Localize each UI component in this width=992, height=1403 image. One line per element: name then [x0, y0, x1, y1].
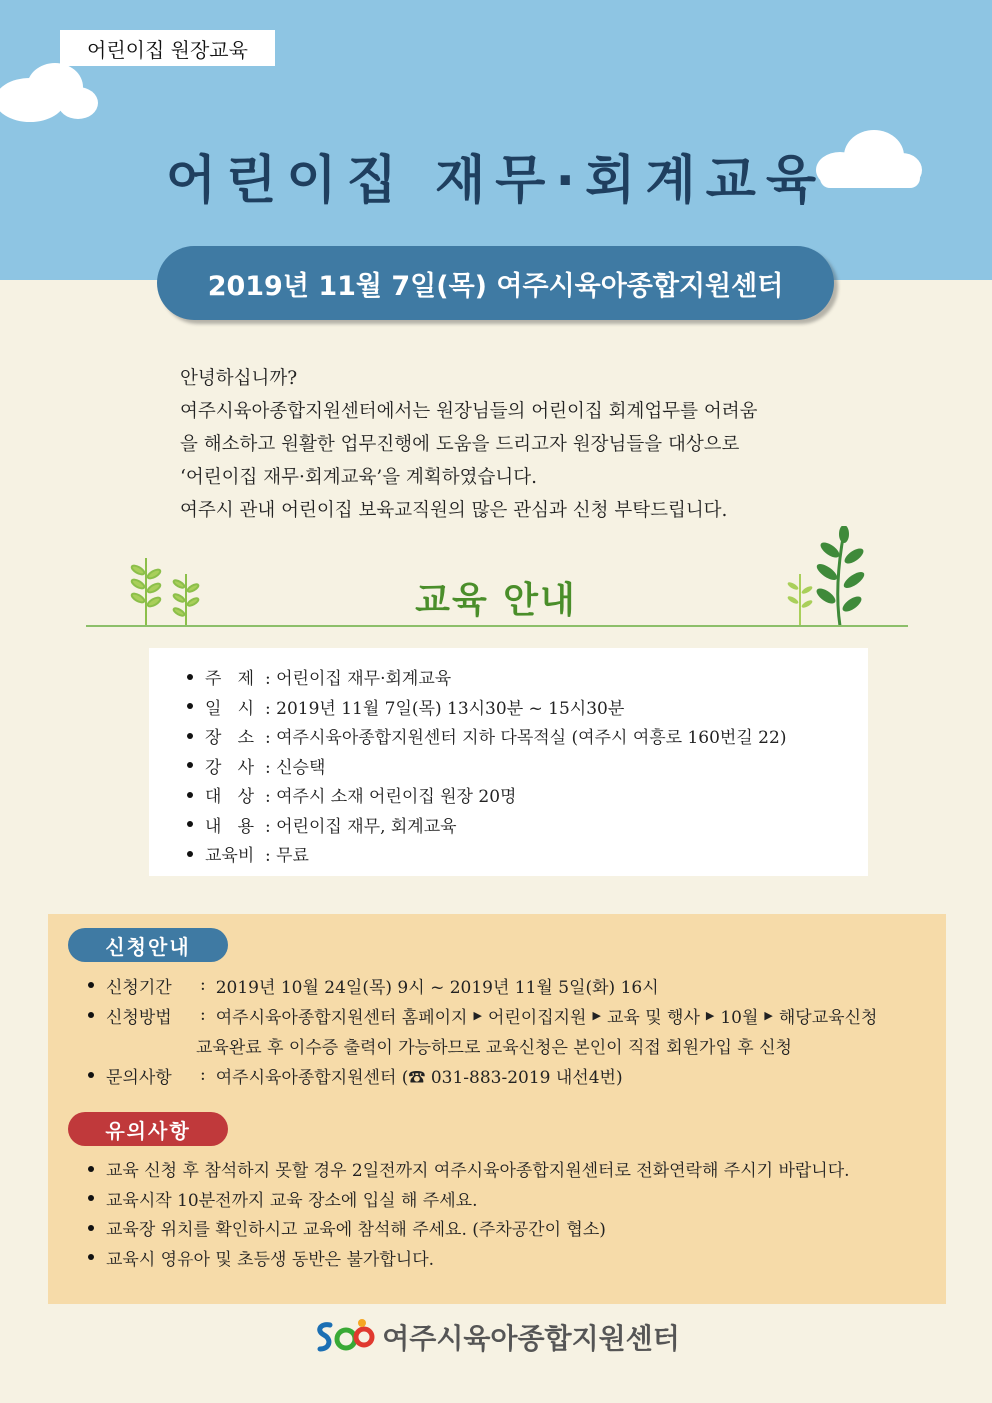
list-item: [187, 721, 868, 751]
list-item: [88, 1243, 850, 1273]
bullet-icon: [187, 674, 193, 680]
list-item: [88, 1030, 877, 1060]
notes-title-badge: 유의사항: [68, 1112, 228, 1146]
intro-line: 안녕하십니까?: [180, 368, 298, 389]
list-item: [187, 692, 868, 722]
top-tag: 어린이집 원장교육: [60, 30, 275, 66]
education-info-box: [149, 648, 868, 876]
bullet-icon: [88, 1012, 94, 1018]
info-value: : 어린이집 재무·회계교육: [265, 669, 452, 690]
bullet-icon: [187, 703, 193, 709]
list-item: [187, 751, 868, 781]
list-item: [88, 1154, 850, 1184]
intro-line: 여주시육아종합지원센터에서는 원장님들의 어린이집 회계업무를 어려움: [180, 401, 758, 422]
note-text: 교육장 위치를 확인하시고 교육에 참석해 주세요. (주차공간이 협소): [106, 1220, 606, 1241]
list-item: [187, 662, 868, 692]
colon: :: [200, 975, 206, 995]
method-step: 해당교육신청: [778, 1007, 878, 1028]
note-text: 교육시 영유아 및 초등생 동반은 불가합니다.: [106, 1249, 435, 1270]
page-title: 어린이집 재무·회계교육: [165, 151, 827, 211]
apply-title-badge: 신청안내: [68, 928, 228, 962]
method-step: 어린이집지원: [487, 1007, 587, 1028]
info-value: : 신승택: [265, 757, 326, 778]
bullet-icon: [88, 982, 94, 988]
info-value: : 여주시 소재 어린이집 원장 20명: [265, 787, 517, 808]
intro-line: ‘어린이집 재무·회계교육’을 계획하였습니다.: [180, 467, 537, 488]
note-text: 교육시작 10분전까지 교육 장소에 입실 해 주세요.: [106, 1190, 478, 1211]
colon: :: [200, 1065, 206, 1085]
apply-box: [48, 914, 946, 1304]
method-note: 교육완료 후 이수증 출력이 가능하므로 교육신청은 본인이 직접 회원가입 후 신청: [196, 1037, 792, 1058]
footer: [0, 1312, 992, 1362]
list-item: [88, 970, 877, 1000]
arrow-right-icon: ▶: [764, 1008, 773, 1022]
info-label: 일 시: [205, 698, 255, 719]
education-divider: [86, 625, 908, 627]
list-item: [88, 1000, 877, 1030]
bullet-icon: [187, 821, 193, 827]
method-step: 교육 및 행사: [606, 1007, 700, 1028]
info-label: 장 소: [205, 728, 255, 749]
method-step: 10월: [720, 1007, 759, 1028]
bullet-icon: [88, 1072, 94, 1078]
org-logo-icon: [312, 1317, 376, 1357]
info-value: : 무료: [265, 846, 309, 867]
list-item: [88, 1213, 850, 1243]
bullet-icon: [88, 1195, 94, 1201]
date-banner: 2019년 11월 7일(목) 여주시육아종합지원센터: [157, 246, 834, 320]
bullet-icon: [187, 851, 193, 857]
arrow-right-icon: ▶: [592, 1008, 601, 1022]
bullet-icon: [187, 762, 193, 768]
info-label: 강 사: [205, 757, 255, 778]
bullet-icon: [187, 792, 193, 798]
period-value: 2019년 10월 24일(목) 9시 ~ 2019년 11월 5일(화) 16시: [215, 977, 659, 998]
bullet-icon: [187, 733, 193, 739]
info-value: : 어린이집 재무, 회계교육: [265, 816, 457, 837]
period-label: 신청기간: [106, 977, 172, 998]
info-label: 주 제: [205, 669, 255, 690]
bullet-icon: [88, 1166, 94, 1172]
info-value: : 여주시육아종합지원센터 지하 다목적실 (여주시 여흥로 160번길 22): [265, 728, 787, 749]
notes-list: [88, 1154, 850, 1272]
info-label: 내 용: [205, 816, 255, 837]
education-info-list: [149, 648, 868, 869]
bullet-icon: [88, 1254, 94, 1260]
education-title: 교육 안내: [415, 580, 577, 621]
contact-value: 여주시육아종합지원센터 (☎ 031-883-2019 내선4번): [215, 1067, 623, 1088]
bullet-icon: [88, 1225, 94, 1231]
list-item: [187, 810, 868, 840]
list-item: [88, 1060, 877, 1090]
arrow-right-icon: ▶: [473, 1008, 482, 1022]
info-value: : 2019년 11월 7일(목) 13시30분 ~ 15시30분: [265, 698, 625, 719]
intro-line: 여주시 관내 어린이집 보육교직원의 많은 관심과 신청 부탁드립니다.: [180, 500, 728, 521]
arrow-right-icon: ▶: [705, 1008, 715, 1022]
apply-list: [88, 970, 877, 1090]
intro-text: [180, 362, 820, 527]
contact-label: 문의사항: [106, 1067, 172, 1088]
info-label: 대 상: [205, 787, 255, 808]
org-name: 여주시육아종합지원센터: [382, 1322, 680, 1355]
method-step: 여주시육아종합지원센터 홈페이지: [215, 1007, 468, 1028]
info-label: 교육비: [205, 846, 255, 867]
list-item: [187, 780, 868, 810]
colon: :: [200, 1005, 206, 1025]
method-label: 신청방법: [106, 1007, 172, 1028]
list-item: [88, 1184, 850, 1214]
note-text: 교육 신청 후 참석하지 못할 경우 2일전까지 여주시육아종합지원센터로 전화연락해 주시기 바랍니다.: [106, 1161, 850, 1182]
intro-line: 을 해소하고 원활한 업무진행에 도움을 드리고자 원장님들을 대상으로: [180, 434, 740, 455]
list-item: [187, 839, 868, 869]
